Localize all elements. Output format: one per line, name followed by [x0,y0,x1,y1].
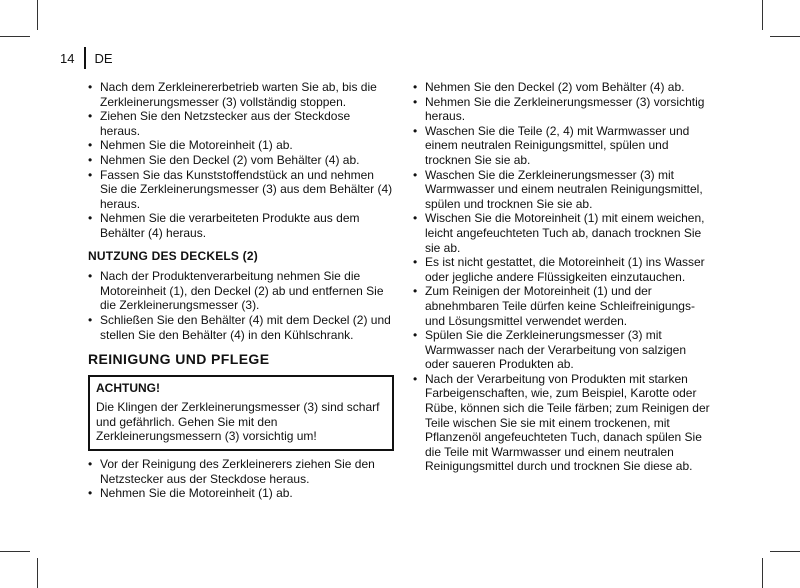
subheading-lid-usage: NUTZUNG DES DECKELS (2) [88,248,258,263]
header-divider [84,47,86,69]
warning-text: Die Klingen der Zerkleinerungsmesser (3) sind scharf und gefährlich. Gehen Sie mit den Zerkleinerungsmessern (3) vorsichtig um! [96,400,380,444]
list-item: • Zum Reinigen der Motoreinheit (1) und der abnehmbaren Teile dürfen keine Schleifreinigungs- und Lösungsmittel verwendet werden. [413,284,713,328]
bullet-list-steps [88,80,393,241]
list-item: • Fassen Sie das Kunststoffendstück an und nehmen Sie die Zerkleinerungsmesser (3) aus dem Behälter (4) heraus. [88,168,393,212]
section-heading-cleaning: REINIGUNG UND PFLEGE [88,351,270,368]
list-item: • Waschen Sie die Zerkleinerungsmesser (3) mit Warmwasser und einem neutralen Reinigungsmittel, spülen und trocknen Sie sie ab. [413,168,713,212]
list-item: • Nach der Produktenverarbeitung nehmen Sie die Motoreinheit (1), den Deckel (2) ab und entfernen Sie die Zerkleinerungsmesser (3). [88,269,393,313]
bullet-list-cleaning-start [88,457,393,501]
list-item: • Schließen Sie den Behälter (4) mit dem Deckel (2) und stellen Sie den Behälter (4) in den Kühlschrank. [88,313,393,342]
left-column [88,80,393,501]
bullet-list-lid [88,269,393,342]
warning-box [88,375,394,451]
crop-mark-top-right-h [770,36,800,37]
warning-title: ACHTUNG! [96,380,160,395]
crop-mark-bottom-left [37,558,38,588]
list-item: • Nehmen Sie den Deckel (2) vom Behälter (4) ab. [413,80,713,95]
crop-mark-top-left-h [0,36,30,37]
list-item: • Wischen Sie die Motoreinheit (1) mit einem weichen, leicht angefeuchteten Tuch ab, danach trocknen Sie sie ab. [413,211,713,255]
crop-mark-bottom-left-h [0,551,30,552]
crop-mark-bottom-right [762,558,763,588]
bullet-list-cleaning [413,80,713,474]
crop-mark-top-left [37,0,38,30]
list-item: • Vor der Reinigung des Zerkleinerers ziehen Sie den Netzstecker aus der Steckdose heraus. [88,457,393,486]
list-item: • Nehmen Sie die verarbeiteten Produkte aus dem Behälter (4) heraus. [88,211,393,240]
list-item: • Es ist nicht gestattet, die Motoreinheit (1) ins Wasser oder jegliche andere Flüssigkeiten einzutauchen. [413,255,713,284]
page-number: 14 [60,50,75,66]
list-item: • Nach der Verarbeitung von Produkten mit starken Farbeigenschaften, wie, zum Beispiel, Karotte oder Rübe, können sich die Teile färben; zum Reinigen der Teile wischen Sie sie mit einem trockenen, mit Pflanzenöl angefeuchteten Tuch, danach spülen Sie die Teile mit Warmwasser und einem neutralen Reinigungsmittel durch und trocknen Sie diese ab. [413,372,713,474]
language-code: DE [94,50,113,66]
list-item: • Nehmen Sie den Deckel (2) vom Behälter (4) ab. [88,153,393,168]
list-item: • Nehmen Sie die Motoreinheit (1) ab. [88,486,393,501]
list-item: • Ziehen Sie den Netzstecker aus der Steckdose heraus. [88,109,393,138]
page-header [60,46,113,70]
list-item: • Waschen Sie die Teile (2, 4) mit Warmwasser und einem neutralen Reinigungsmittel, spülen und trocknen Sie sie ab. [413,124,713,168]
list-item: • Nehmen Sie die Zerkleinerungsmesser (3) vorsichtig heraus. [413,95,713,124]
list-item: • Nehmen Sie die Motoreinheit (1) ab. [88,138,393,153]
right-column [413,80,713,474]
list-item: • Nach dem Zerkleinererbetrieb warten Sie ab, bis die Zerkleinerungsmesser (3) vollständig stoppen. [88,80,393,109]
list-item: • Spülen Sie die Zerkleinerungsmesser (3) mit Warmwasser nach der Verarbeitung von salzigen oder saueren Produkten ab. [413,328,713,372]
crop-mark-bottom-right-h [770,551,800,552]
crop-mark-top-right [762,0,763,30]
